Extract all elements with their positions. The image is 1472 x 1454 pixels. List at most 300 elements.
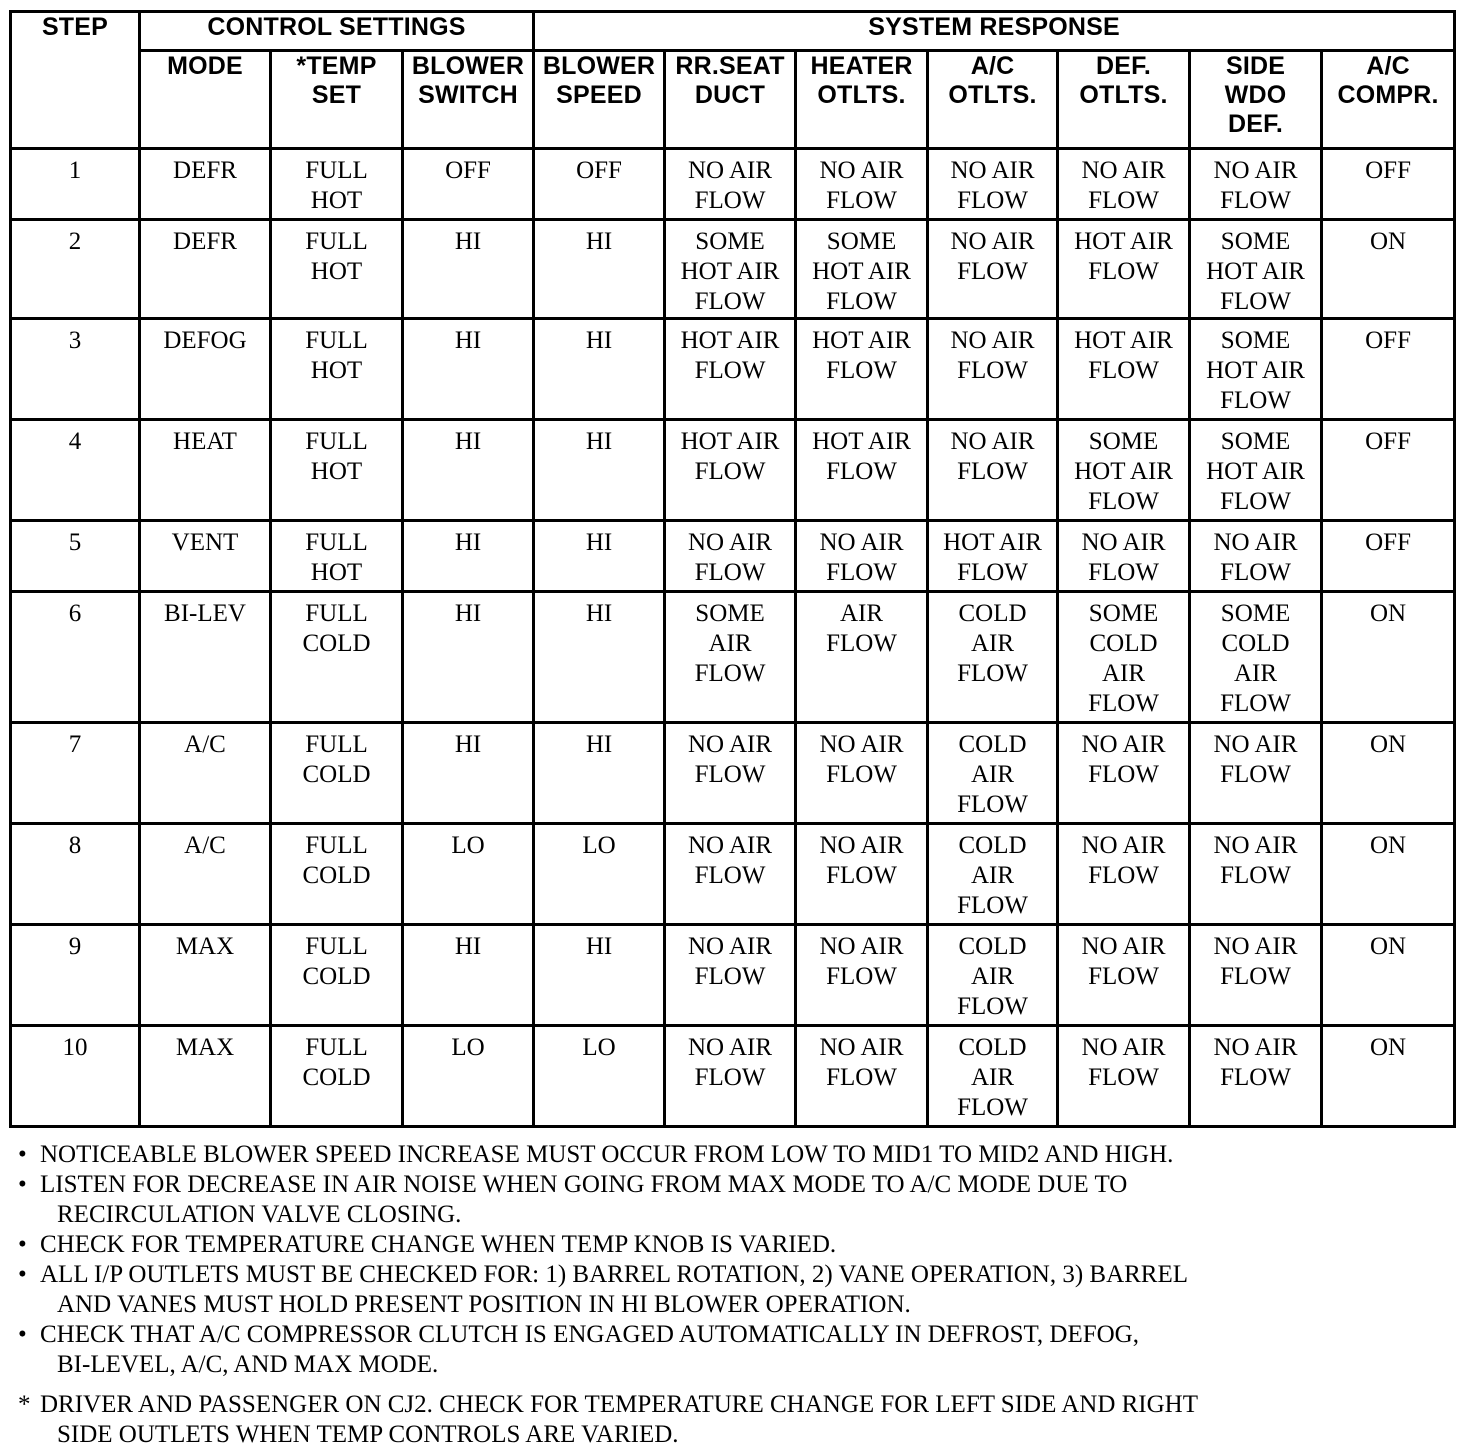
cell-line: COLD: [958, 933, 1027, 960]
cell-line: DEFOG: [163, 327, 247, 354]
step-number-cell: [11, 319, 140, 420]
cell-line: NO AIR: [688, 933, 773, 960]
hvac-test-table: [9, 10, 1456, 1128]
cell-line: 8: [68, 832, 82, 859]
cell-line: HOT AIR: [1074, 458, 1173, 485]
cell-line: FLOW: [694, 963, 766, 990]
step-number-cell: [11, 925, 140, 1026]
note-line: LISTEN FOR DECREASE IN AIR NOISE WHEN GOING FROM MAX MODE TO A/C MODE DUE TO: [40, 1171, 1128, 1198]
table-cell: [665, 149, 796, 220]
column-header: [665, 51, 796, 149]
table-row: [11, 592, 1455, 723]
table-cell: [403, 1026, 534, 1127]
note-line: CHECK THAT A/C COMPRESSOR CLUTCH IS ENGAGED AUTOMATICALLY IN DEFROST, DEFOG,: [40, 1321, 1139, 1348]
cell-line: HOT AIR: [1206, 357, 1305, 384]
note-item: [18, 1230, 1458, 1260]
cell-line: MAX: [175, 1034, 235, 1061]
table-cell: [1190, 319, 1322, 420]
cell-line: HI: [585, 933, 613, 960]
table-cell: [140, 592, 271, 723]
table-row: [11, 723, 1455, 824]
cell-line: LO: [582, 1034, 616, 1061]
table-cell: [796, 592, 928, 723]
cell-line: FLOW: [826, 559, 897, 586]
cell-line: FLOW: [1220, 862, 1291, 889]
table-cell: [1058, 1026, 1190, 1127]
table-cell: [271, 723, 403, 824]
cell-line: FLOW: [694, 1064, 766, 1091]
cell-line: HOT AIR: [1074, 327, 1173, 354]
table-cell: [665, 592, 796, 723]
table-header: [11, 12, 1455, 149]
cell-line: 7: [68, 731, 82, 758]
table-cell: [403, 723, 534, 824]
column-header-line: SWITCH: [418, 81, 518, 109]
note-line: AND VANES MUST HOLD PRESENT POSITION IN HI BLOWER OPERATION.: [57, 1291, 911, 1318]
cell-line: FLOW: [694, 660, 766, 687]
table-cell: [1322, 149, 1455, 220]
table-cell: [140, 824, 271, 925]
column-header-line: DEF.: [1228, 110, 1284, 138]
table-cell: [1322, 1026, 1455, 1127]
table-cell: [928, 220, 1058, 319]
cell-line: FULL: [305, 157, 368, 184]
cell-line: FLOW: [1220, 559, 1291, 586]
cell-line: HI: [454, 600, 482, 627]
column-header-line: *TEMP: [296, 52, 377, 80]
cell-line: NO AIR: [950, 228, 1035, 255]
table-cell: [796, 521, 928, 592]
cell-line: FULL: [305, 731, 368, 758]
cell-line: FLOW: [826, 630, 897, 657]
cell-line: FLOW: [826, 862, 897, 889]
cell-line: FLOW: [1220, 488, 1291, 515]
table-cell: [796, 319, 928, 420]
table-cell: [271, 1026, 403, 1127]
cell-line: FULL: [305, 933, 368, 960]
cell-line: FLOW: [694, 761, 766, 788]
table-cell: [140, 420, 271, 521]
table-cell: [1058, 824, 1190, 925]
table-row: [11, 420, 1455, 521]
table-cell: [1190, 420, 1322, 521]
cell-line: COLD: [958, 600, 1027, 627]
table-row: [11, 925, 1455, 1026]
cell-line: OFF: [1365, 327, 1411, 354]
table-cell: [796, 824, 928, 925]
cell-line: ON: [1370, 228, 1407, 255]
table-cell: [1322, 220, 1455, 319]
cell-line: NO AIR: [688, 529, 773, 556]
cell-line: DEFR: [173, 228, 237, 255]
cell-line: FLOW: [1088, 357, 1159, 384]
table-cell: [1058, 319, 1190, 420]
column-header-line: SET: [311, 81, 362, 109]
cell-line: AIR: [971, 1064, 1015, 1091]
table-cell: [403, 824, 534, 925]
table-cell: [928, 319, 1058, 420]
cell-line: NO AIR: [1213, 529, 1298, 556]
table-cell: [665, 420, 796, 521]
table-cell: [796, 723, 928, 824]
cell-line: AIR: [840, 600, 884, 627]
table-cell: [1190, 925, 1322, 1026]
cell-line: HOT AIR: [812, 327, 911, 354]
step-number-cell: [11, 592, 140, 723]
cell-line: FULL: [305, 1034, 368, 1061]
table-cell: [665, 723, 796, 824]
table-cell: [271, 592, 403, 723]
cell-line: COLD: [958, 731, 1027, 758]
cell-line: SOME: [695, 600, 765, 627]
cell-line: OFF: [1365, 157, 1411, 184]
table-cell: [534, 592, 665, 723]
cell-line: NO AIR: [1213, 731, 1298, 758]
note-item: [18, 1170, 1458, 1230]
cell-line: MAX: [175, 933, 235, 960]
cell-line: AIR: [971, 761, 1015, 788]
cell-line: FLOW: [957, 1094, 1028, 1121]
column-header-line: DEF.: [1096, 52, 1152, 80]
cell-line: COLD: [302, 761, 371, 788]
note-item: [18, 1390, 1458, 1450]
cell-line: HOT: [310, 357, 363, 384]
column-header-line: MODE: [167, 52, 243, 80]
table-cell: [928, 420, 1058, 521]
cell-line: SOME: [826, 228, 897, 255]
cell-line: HI: [585, 428, 613, 455]
cell-line: HI: [585, 600, 613, 627]
table-cell: [796, 925, 928, 1026]
table-cell: [403, 420, 534, 521]
cell-line: SOME: [1088, 600, 1159, 627]
cell-line: HOT: [310, 559, 363, 586]
cell-line: FLOW: [826, 1064, 897, 1091]
table-row: [11, 220, 1455, 319]
cell-line: NO AIR: [819, 1034, 904, 1061]
table-cell: [796, 220, 928, 319]
note-item: [18, 1140, 1458, 1170]
cell-line: NO AIR: [1081, 1034, 1166, 1061]
cell-line: 6: [68, 600, 82, 627]
table-cell: [1322, 420, 1455, 521]
table-cell: [665, 824, 796, 925]
table-cell: [403, 925, 534, 1026]
cell-line: FULL: [305, 600, 368, 627]
cell-line: FLOW: [957, 458, 1028, 485]
cell-line: FLOW: [957, 187, 1028, 214]
column-header-line: RR.SEAT: [675, 52, 785, 80]
cell-line: FLOW: [694, 862, 766, 889]
cell-line: SOME: [1220, 428, 1291, 455]
cell-line: NO AIR: [1081, 933, 1166, 960]
cell-line: HOT AIR: [680, 258, 780, 285]
table-cell: [140, 220, 271, 319]
table-cell: [534, 925, 665, 1026]
column-header: [140, 51, 271, 149]
cell-line: FLOW: [694, 187, 766, 214]
cell-line: ON: [1370, 832, 1407, 859]
cell-line: NO AIR: [1213, 933, 1298, 960]
cell-line: NO AIR: [688, 157, 773, 184]
column-header: [403, 51, 534, 149]
table-cell: [140, 1026, 271, 1127]
cell-line: SOME: [695, 228, 765, 255]
cell-line: FULL: [305, 228, 368, 255]
cell-line: FLOW: [694, 357, 766, 384]
table-cell: [271, 420, 403, 521]
cell-line: LO: [451, 832, 485, 859]
cell-line: 5: [68, 529, 82, 556]
table-cell: [534, 149, 665, 220]
table-body: [11, 149, 1455, 1127]
cell-line: OFF: [445, 157, 491, 184]
cell-line: OFF: [1365, 529, 1411, 556]
cell-line: FLOW: [1088, 761, 1159, 788]
step-number-cell: [11, 521, 140, 592]
cell-line: FLOW: [957, 993, 1028, 1020]
note-bullet: •: [18, 1261, 27, 1288]
cell-line: FULL: [305, 529, 368, 556]
table-cell: [534, 723, 665, 824]
cell-line: NO AIR: [688, 731, 773, 758]
column-header: [928, 51, 1058, 149]
table-cell: [271, 925, 403, 1026]
cell-line: FLOW: [1220, 1064, 1291, 1091]
note-bullet: •: [18, 1231, 27, 1258]
cell-line: AIR: [708, 630, 752, 657]
cell-line: NO AIR: [1081, 157, 1166, 184]
table-cell: [534, 521, 665, 592]
cell-line: NO AIR: [1081, 731, 1166, 758]
cell-line: AIR: [1102, 660, 1146, 687]
table-cell: [140, 319, 271, 420]
table-cell: [534, 824, 665, 925]
table-cell: [403, 592, 534, 723]
cell-line: NO AIR: [1213, 157, 1298, 184]
cell-line: FLOW: [1088, 1064, 1159, 1091]
cell-line: LO: [582, 832, 616, 859]
cell-line: HI: [585, 529, 613, 556]
cell-line: NO AIR: [1081, 529, 1166, 556]
table-cell: [796, 149, 928, 220]
table-cell: [271, 824, 403, 925]
table-row: [11, 149, 1455, 220]
cell-line: FLOW: [957, 559, 1028, 586]
note-line: ALL I/P OUTLETS MUST BE CHECKED FOR: 1) BARREL ROTATION, 2) VANE OPERATION, 3) BARREL: [40, 1261, 1189, 1288]
cell-line: FLOW: [1088, 187, 1159, 214]
cell-line: HI: [585, 327, 613, 354]
cell-line: FLOW: [957, 791, 1028, 818]
cell-line: HI: [454, 933, 482, 960]
cell-line: FLOW: [957, 892, 1028, 919]
cell-line: A/C: [184, 832, 226, 859]
cell-line: NO AIR: [1081, 832, 1166, 859]
cell-line: ON: [1370, 731, 1407, 758]
column-header: [1322, 51, 1455, 149]
column-header-line: SPEED: [556, 81, 642, 109]
cell-line: VENT: [171, 529, 239, 556]
cell-line: FLOW: [694, 559, 766, 586]
table-cell: [796, 420, 928, 521]
cell-line: NO AIR: [1213, 1034, 1298, 1061]
note-line: DRIVER AND PASSENGER ON CJ2. CHECK FOR TEMPERATURE CHANGE FOR LEFT SIDE AND RIGHT: [40, 1391, 1199, 1418]
table-cell: [665, 1026, 796, 1127]
cell-line: FLOW: [826, 761, 897, 788]
table-cell: [665, 521, 796, 592]
cell-line: FULL: [305, 428, 368, 455]
table-row: [11, 1026, 1455, 1127]
table-cell: [1322, 521, 1455, 592]
table-cell: [665, 925, 796, 1026]
cell-line: 4: [68, 428, 82, 455]
note-line: RECIRCULATION VALVE CLOSING.: [57, 1201, 462, 1228]
cell-line: NO AIR: [819, 157, 904, 184]
column-header-line: OTLTS.: [817, 81, 906, 109]
cell-line: FLOW: [1220, 387, 1291, 414]
cell-line: SOME: [1088, 428, 1159, 455]
table-cell: [1190, 1026, 1322, 1127]
table-cell: [534, 420, 665, 521]
cell-line: FLOW: [1088, 862, 1159, 889]
table-cell: [665, 220, 796, 319]
note-line: BI-LEVEL, A/C, AND MAX MODE.: [57, 1351, 439, 1378]
note-bullet: •: [18, 1171, 27, 1198]
table-cell: [403, 149, 534, 220]
table-cell: [271, 319, 403, 420]
table-cell: [1190, 521, 1322, 592]
cell-line: FLOW: [826, 963, 897, 990]
cell-line: SOME: [1220, 600, 1291, 627]
cell-line: HEAT: [173, 428, 237, 455]
table-cell: [1058, 592, 1190, 723]
column-header: [796, 51, 928, 149]
cell-line: FLOW: [826, 288, 897, 315]
table-cell: [271, 521, 403, 592]
note-line: SIDE OUTLETS WHEN TEMP CONTROLS ARE VARIED.: [57, 1421, 679, 1448]
column-header-line: BLOWER: [542, 52, 656, 80]
table-cell: [534, 1026, 665, 1127]
cell-line: NO AIR: [819, 731, 904, 758]
cell-line: FULL: [305, 832, 368, 859]
cell-line: FULL: [305, 327, 368, 354]
note-item: [18, 1260, 1458, 1320]
cell-line: HI: [454, 228, 482, 255]
cell-line: OFF: [1365, 428, 1411, 455]
cell-line: HOT AIR: [812, 428, 911, 455]
cell-line: FLOW: [1220, 187, 1291, 214]
cell-line: HI: [454, 731, 482, 758]
cell-line: HI: [454, 327, 482, 354]
cell-line: HI: [585, 731, 613, 758]
table-cell: [403, 319, 534, 420]
cell-line: FLOW: [1088, 963, 1159, 990]
cell-line: FLOW: [1220, 761, 1291, 788]
step-number-cell: [11, 824, 140, 925]
cell-line: COLD: [302, 630, 371, 657]
column-header-line: A/C: [970, 52, 1015, 80]
cell-line: LO: [451, 1034, 485, 1061]
cell-line: FLOW: [826, 187, 897, 214]
cell-line: NO AIR: [950, 428, 1035, 455]
table-cell: [403, 220, 534, 319]
cell-line: COLD: [302, 1064, 371, 1091]
note-bullet: *: [18, 1391, 31, 1418]
table-cell: [140, 521, 271, 592]
table-cell: [140, 149, 271, 220]
cell-line: FLOW: [957, 357, 1028, 384]
note-bullet: •: [18, 1141, 27, 1168]
table-cell: [1190, 723, 1322, 824]
table-cell: [928, 723, 1058, 824]
cell-line: DEFR: [173, 157, 237, 184]
step-number-cell: [11, 723, 140, 824]
system-response-header: SYSTEM RESPONSE: [534, 12, 1455, 51]
table-cell: [928, 824, 1058, 925]
cell-line: BI-LEV: [164, 600, 246, 627]
cell-line: FLOW: [1088, 690, 1159, 717]
table-cell: [271, 149, 403, 220]
table-cell: [1058, 149, 1190, 220]
cell-line: NO AIR: [819, 933, 904, 960]
cell-line: ON: [1370, 933, 1407, 960]
cell-line: COLD: [302, 862, 371, 889]
cell-line: FLOW: [1220, 963, 1291, 990]
cell-line: AIR: [971, 630, 1015, 657]
table-cell: [1190, 220, 1322, 319]
cell-line: FLOW: [694, 288, 766, 315]
table-cell: [1322, 319, 1455, 420]
cell-line: FLOW: [694, 458, 766, 485]
column-header-line: SIDE: [1225, 52, 1286, 80]
column-header-row: [11, 51, 1455, 149]
note-line: CHECK FOR TEMPERATURE CHANGE WHEN TEMP KNOB IS VARIED.: [40, 1231, 837, 1258]
cell-line: COLD: [958, 832, 1027, 859]
table-cell: [1322, 592, 1455, 723]
column-header: [271, 51, 403, 149]
column-header-line: OTLTS.: [1079, 81, 1168, 109]
note-item: [18, 1320, 1458, 1380]
cell-line: FLOW: [1088, 258, 1159, 285]
column-header: [1058, 51, 1190, 149]
cell-line: NO AIR: [688, 1034, 773, 1061]
table-cell: [796, 1026, 928, 1127]
column-header: [1190, 51, 1322, 149]
step-number-cell: [11, 420, 140, 521]
table-cell: [140, 723, 271, 824]
cell-line: 3: [68, 327, 82, 354]
cell-line: 10: [62, 1034, 88, 1061]
column-header-line: WDO: [1224, 81, 1287, 109]
column-header-line: DUCT: [694, 81, 766, 109]
cell-line: FLOW: [1088, 559, 1159, 586]
cell-line: COLD: [1221, 630, 1290, 657]
cell-line: 9: [68, 933, 82, 960]
table-cell: [928, 521, 1058, 592]
cell-line: ON: [1370, 600, 1407, 627]
step-number-cell: [11, 149, 140, 220]
cell-line: HOT AIR: [680, 428, 780, 455]
cell-line: HOT AIR: [812, 258, 911, 285]
cell-line: HOT AIR: [1206, 458, 1305, 485]
cell-line: SOME: [1220, 327, 1291, 354]
cell-line: NO AIR: [950, 157, 1035, 184]
cell-line: AIR: [971, 862, 1015, 889]
table-cell: [1058, 925, 1190, 1026]
cell-line: AIR: [1234, 660, 1278, 687]
cell-line: NO AIR: [1213, 832, 1298, 859]
cell-line: HOT AIR: [1206, 258, 1305, 285]
